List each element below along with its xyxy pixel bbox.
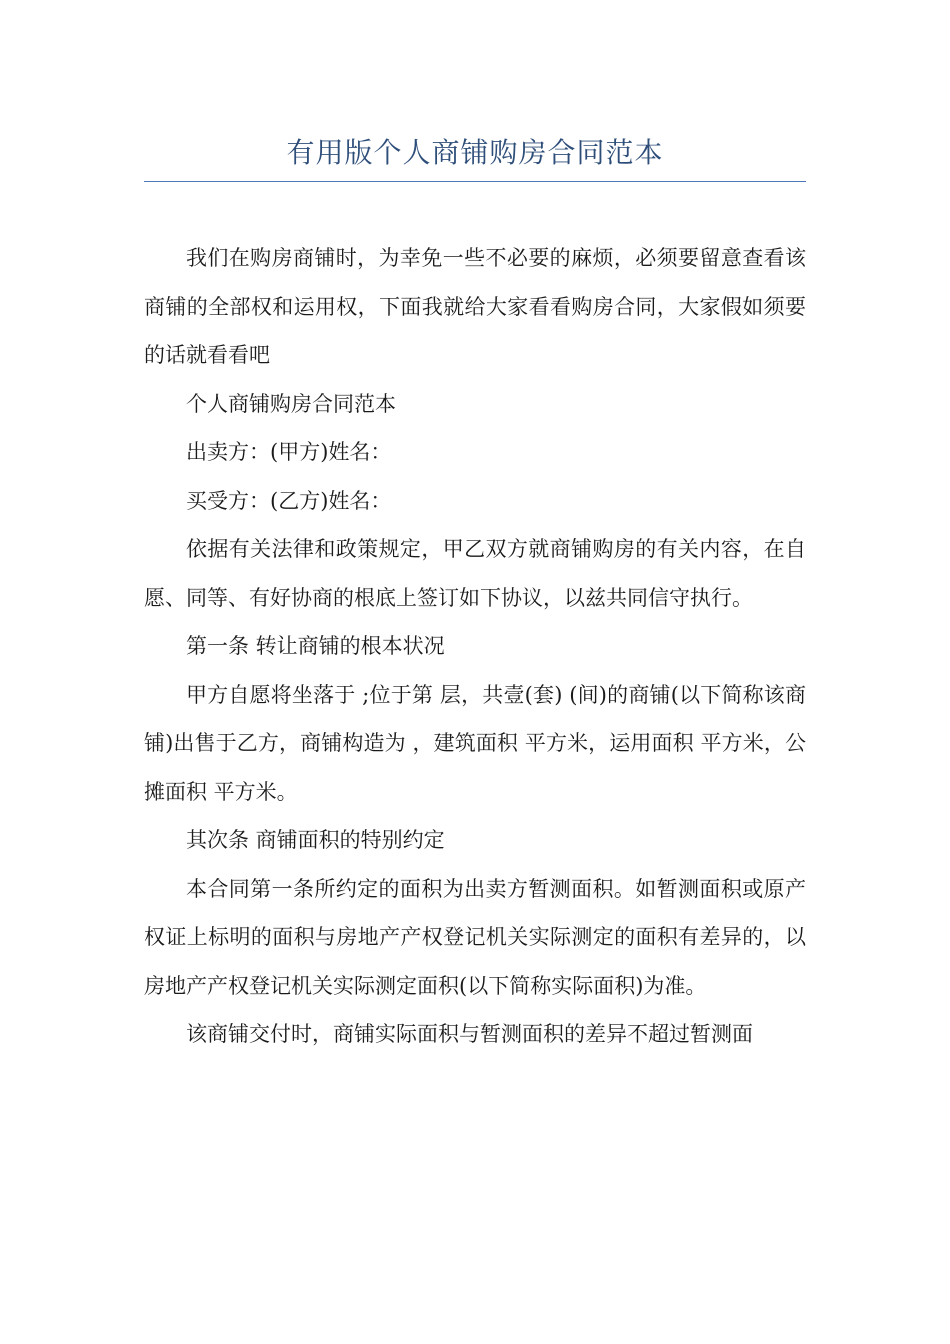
title-underline (144, 181, 806, 182)
article-1-body: 甲方自愿将坐落于 ;位于第 层，共壹(套) (间)的商铺(以下简称该商铺)出售于乙方，商铺构造为 ，建筑面积 平方米，运用面积 平方米，公摊面积 平方米。 (144, 682, 806, 804)
intro-paragraph: 我们在购房商铺时，为幸免一些不必要的麻烦，必须要留意查看该商铺的全部权和运用权，下面我就给大家看看购房合同，大家假如须要的话就看看吧 (144, 246, 806, 367)
article-2-body: 本合同第一条所约定的面积为出卖方暂测面积。如暂测面积或原产权证上标明的面积与房地产产权登记机关实际测定的面积有差异的，以房地产产权登记机关实际测定面积(以下简称实际面积)为准。 (144, 876, 806, 998)
article-2-heading: 其次条 商铺面积的特别约定 (186, 828, 445, 852)
article-1-heading: 第一条 转让商铺的根本状况 (186, 634, 445, 658)
document-title: 有用版个人商铺购房合同范本 (286, 136, 664, 169)
buyer-line: 买受方：(乙方)姓名： (186, 488, 392, 513)
seller-line: 出卖方：(甲方)姓名： (186, 440, 392, 464)
contract-heading: 个人商铺购房合同范本 (186, 391, 396, 416)
article-2-body-continued: 该商铺交付时，商铺实际面积与暂测面积的差异不超过暂测面 (186, 1022, 753, 1046)
document-body (144, 234, 806, 1059)
preamble-paragraph: 依据有关法律和政策规定，甲乙双方就商铺购房的有关内容，在自愿、同等、有好协商的根底上签订如下协议，以兹共同信守执行。 (144, 537, 806, 610)
